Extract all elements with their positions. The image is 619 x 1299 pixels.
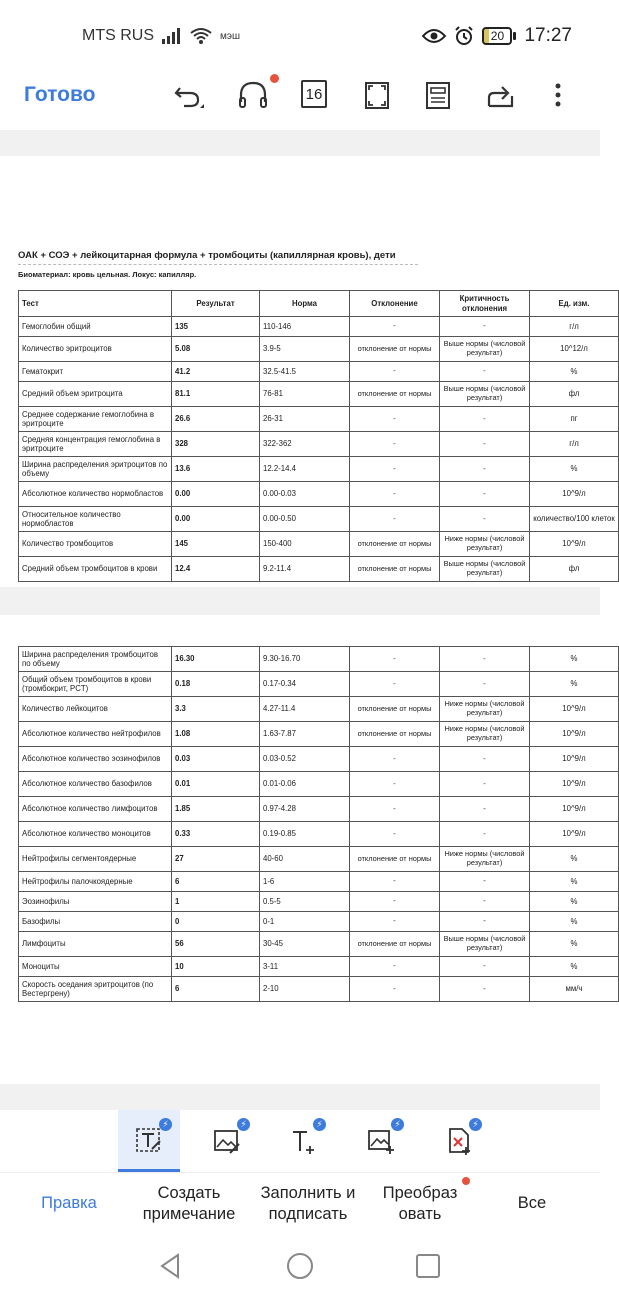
result-cell: 5.08 xyxy=(172,337,260,362)
deviation-cell: - xyxy=(350,822,440,847)
image-edit-icon xyxy=(212,1126,242,1156)
unit-cell: % xyxy=(530,912,619,932)
table-row xyxy=(19,722,619,747)
header-criticality: Критичность отклонения xyxy=(440,291,530,317)
deviation-cell: отклонение от нормы xyxy=(350,697,440,722)
tool-annotate[interactable] xyxy=(196,1110,258,1172)
norm-cell: 0.5-5 xyxy=(260,892,350,912)
table-row xyxy=(19,822,619,847)
result-cell: 135 xyxy=(172,317,260,337)
header-result: Результат xyxy=(172,291,260,317)
status-left xyxy=(82,27,240,45)
back-icon[interactable] xyxy=(154,1250,186,1282)
table-row xyxy=(19,912,619,932)
result-cell: 0.00 xyxy=(172,482,260,507)
deviation-cell: отклонение от нормы xyxy=(350,337,440,362)
test-cell: Базофилы xyxy=(19,912,172,932)
bottom-toolbar xyxy=(0,1110,600,1172)
norm-cell: 0.03-0.52 xyxy=(260,747,350,772)
criticality-cell: - xyxy=(440,317,530,337)
criticality-cell: - xyxy=(440,507,530,532)
unit-cell: % xyxy=(530,957,619,977)
header-unit: Ед. изм. xyxy=(530,291,619,317)
unit-cell: мм/ч xyxy=(530,977,619,1002)
status-bar xyxy=(0,0,600,74)
table-row xyxy=(19,797,619,822)
unit-cell: % xyxy=(530,362,619,382)
unit-cell: % xyxy=(530,647,619,672)
editor-toolbar xyxy=(0,74,600,130)
table-row xyxy=(19,957,619,977)
deviation-cell: - xyxy=(350,912,440,932)
norm-cell: 110-146 xyxy=(260,317,350,337)
norm-cell: 26-31 xyxy=(260,407,350,432)
premium-badge-icon: ⚡ xyxy=(469,1118,482,1131)
norm-cell: 2-10 xyxy=(260,977,350,1002)
unit-cell: 10^9/л xyxy=(530,532,619,557)
test-cell: Количество тромбоцитов xyxy=(19,532,172,557)
home-icon[interactable] xyxy=(284,1250,316,1282)
norm-cell: 76-81 xyxy=(260,382,350,407)
page-number-button[interactable]: 16 xyxy=(301,80,327,108)
premium-badge-icon: ⚡ xyxy=(159,1118,172,1131)
criticality-cell: Ниже нормы (числовой результат) xyxy=(440,697,530,722)
deviation-cell: - xyxy=(350,362,440,382)
result-cell: 41.2 xyxy=(172,362,260,382)
result-cell: 10 xyxy=(172,957,260,977)
wifi-icon xyxy=(190,27,212,45)
test-cell: Лимфоциты xyxy=(19,932,172,957)
recents-icon[interactable] xyxy=(412,1250,444,1282)
criticality-cell: - xyxy=(440,407,530,432)
result-cell: 12.4 xyxy=(172,557,260,582)
image-add-icon xyxy=(366,1126,396,1156)
headphones-icon[interactable] xyxy=(236,78,270,112)
criticality-cell: - xyxy=(440,892,530,912)
criticality-cell: - xyxy=(440,482,530,507)
test-cell: Количество эритроцитов xyxy=(19,337,172,362)
page-separator xyxy=(0,1084,600,1110)
table-row xyxy=(19,432,619,457)
report-subtitle: Биоматериал: кровь цельная. Локус: капилляр. xyxy=(18,270,197,279)
result-cell: 0.01 xyxy=(172,772,260,797)
result-cell: 81.1 xyxy=(172,382,260,407)
deviation-cell: - xyxy=(350,747,440,772)
table-row xyxy=(19,892,619,912)
pdf-add-icon xyxy=(444,1126,474,1156)
tab-fill-and-sign[interactable] xyxy=(250,1183,366,1226)
tab-create-note[interactable] xyxy=(130,1183,248,1226)
reader-mode-icon[interactable] xyxy=(421,78,455,112)
criticality-cell: - xyxy=(440,797,530,822)
share-icon[interactable] xyxy=(484,78,518,112)
table-row xyxy=(19,407,619,432)
result-cell: 26.6 xyxy=(172,407,260,432)
table-row xyxy=(19,457,619,482)
test-cell: Общий объем тромбоцитов в крови (тромбокрит, PCT) xyxy=(19,672,172,697)
document-viewer[interactable] xyxy=(0,130,615,1110)
tab-label-line: примечание xyxy=(142,1205,236,1224)
deviation-cell: - xyxy=(350,647,440,672)
deviation-cell: - xyxy=(350,957,440,977)
table-row xyxy=(19,747,619,772)
criticality-cell: - xyxy=(440,822,530,847)
notification-dot xyxy=(270,74,279,83)
norm-cell: 1.63-7.87 xyxy=(260,722,350,747)
edit-text-icon xyxy=(134,1125,164,1155)
test-cell: Абсолютное количество нормобластов xyxy=(19,482,172,507)
tab-label-line: овать xyxy=(398,1205,442,1224)
notification-dot xyxy=(462,1177,470,1185)
unit-cell: г/л xyxy=(530,317,619,337)
tab-label-line: Преобраз xyxy=(382,1184,458,1202)
deviation-cell: - xyxy=(350,482,440,507)
deviation-cell: - xyxy=(350,407,440,432)
result-cell: 16.30 xyxy=(172,647,260,672)
result-cell: 0.00 xyxy=(172,507,260,532)
test-cell: Нейтрофилы сегментоядерные xyxy=(19,847,172,872)
fullscreen-icon[interactable] xyxy=(360,78,394,112)
table-row xyxy=(19,482,619,507)
norm-cell: 0.17-0.34 xyxy=(260,672,350,697)
norm-cell: 322-362 xyxy=(260,432,350,457)
unit-cell: % xyxy=(530,872,619,892)
header-test: Тест xyxy=(19,291,172,317)
test-cell: Средний объем тромбоцитов в крови xyxy=(19,557,172,582)
unit-cell: % xyxy=(530,457,619,482)
unit-cell: % xyxy=(530,932,619,957)
tool-all[interactable] xyxy=(428,1110,490,1172)
norm-cell: 30-45 xyxy=(260,932,350,957)
battery-icon xyxy=(482,27,516,45)
norm-cell: 3-11 xyxy=(260,957,350,977)
text-add-icon xyxy=(288,1126,318,1156)
deviation-cell: - xyxy=(350,872,440,892)
result-cell: 6 xyxy=(172,872,260,892)
criticality-cell: - xyxy=(440,977,530,1002)
table-row xyxy=(19,532,619,557)
norm-cell: 0.00-0.03 xyxy=(260,482,350,507)
status-right xyxy=(422,25,572,47)
criticality-cell: Ниже нормы (числовой результат) xyxy=(440,847,530,872)
unit-cell: 10^9/л xyxy=(530,797,619,822)
tab-convert[interactable] xyxy=(372,1183,468,1226)
tool-convert[interactable] xyxy=(350,1110,412,1172)
deviation-cell: - xyxy=(350,432,440,457)
norm-cell: 0.97-4.28 xyxy=(260,797,350,822)
table-row xyxy=(19,647,619,672)
table-row xyxy=(19,337,619,362)
deviation-cell: отклонение от нормы xyxy=(350,382,440,407)
test-cell: Абсолютное количество лимфоцитов xyxy=(19,797,172,822)
norm-cell: 9.30-16.70 xyxy=(260,647,350,672)
bottom-tab-labels xyxy=(0,1172,600,1234)
table-row xyxy=(19,872,619,892)
result-cell: 0 xyxy=(172,912,260,932)
test-cell: Среднее содержание гемоглобина в эритроците xyxy=(19,407,172,432)
undo-icon[interactable] xyxy=(172,78,206,112)
norm-cell: 32.5-41.5 xyxy=(260,362,350,382)
system-navigation-bar xyxy=(0,1234,600,1299)
result-cell: 13.6 xyxy=(172,457,260,482)
tab-label-line: Создать xyxy=(157,1184,221,1202)
deviation-cell: - xyxy=(350,457,440,482)
criticality-cell: - xyxy=(440,747,530,772)
deviation-cell: - xyxy=(350,507,440,532)
header-deviation: Отклонение xyxy=(350,291,440,317)
criticality-cell: Ниже нормы (числовой результат) xyxy=(440,722,530,747)
tab-label-line: подписать xyxy=(268,1205,348,1224)
tab-label-line: Заполнить и xyxy=(260,1184,356,1202)
deviation-cell: отклонение от нормы xyxy=(350,532,440,557)
test-cell: Ширина распределения эритроцитов по объему xyxy=(19,457,172,482)
norm-cell: 3.9-5 xyxy=(260,337,350,362)
done-button[interactable]: Готово xyxy=(24,83,96,106)
test-cell: Скорость оседания эритроцитов (по Вестергрену) xyxy=(19,977,172,1002)
signal-icon xyxy=(162,28,182,44)
unit-cell: % xyxy=(530,847,619,872)
norm-cell: 40-60 xyxy=(260,847,350,872)
unit-cell: фл xyxy=(530,382,619,407)
result-cell: 0.33 xyxy=(172,822,260,847)
tool-edit[interactable] xyxy=(118,1110,180,1172)
norm-cell: 0.00-0.50 xyxy=(260,507,350,532)
result-cell: 0.03 xyxy=(172,747,260,772)
tool-fill-sign[interactable] xyxy=(272,1110,334,1172)
carrier-label: MTS RUS xyxy=(82,27,154,44)
result-cell: 0.18 xyxy=(172,672,260,697)
unit-cell: 10^12/л xyxy=(530,337,619,362)
criticality-cell: Ниже нормы (числовой результат) xyxy=(440,532,530,557)
tab-label-line: Все xyxy=(517,1194,547,1212)
test-cell: Гемоглобин общий xyxy=(19,317,172,337)
unit-cell: 10^9/л xyxy=(530,747,619,772)
norm-cell: 1-6 xyxy=(260,872,350,892)
deviation-cell: отклонение от нормы xyxy=(350,932,440,957)
norm-cell: 0.19-0.85 xyxy=(260,822,350,847)
unit-cell: пг xyxy=(530,407,619,432)
result-cell: 145 xyxy=(172,532,260,557)
table-row xyxy=(19,977,619,1002)
test-cell: Абсолютное количество базофилов xyxy=(19,772,172,797)
test-cell: Средняя концентрация гемоглобина в эритроците xyxy=(19,432,172,457)
deviation-cell: - xyxy=(350,772,440,797)
test-cell: Эозинофилы xyxy=(19,892,172,912)
table-row xyxy=(19,672,619,697)
unit-cell: % xyxy=(530,892,619,912)
deviation-cell: - xyxy=(350,892,440,912)
result-cell: 56 xyxy=(172,932,260,957)
deviation-cell: - xyxy=(350,797,440,822)
deviation-cell: - xyxy=(350,317,440,337)
premium-badge-icon: ⚡ xyxy=(237,1118,250,1131)
criticality-cell: - xyxy=(440,362,530,382)
result-cell: 1.85 xyxy=(172,797,260,822)
unit-cell: количество/100 клеток xyxy=(530,507,619,532)
criticality-cell: Выше нормы (числовой результат) xyxy=(440,932,530,957)
criticality-cell: - xyxy=(440,872,530,892)
results-table-page-2 xyxy=(18,646,619,1002)
result-cell: 1 xyxy=(172,892,260,912)
norm-cell: 9.2-11.4 xyxy=(260,557,350,582)
norm-cell: 150-400 xyxy=(260,532,350,557)
criticality-cell: - xyxy=(440,772,530,797)
test-cell: Количество лейкоцитов xyxy=(19,697,172,722)
tab-all[interactable] xyxy=(500,1193,564,1214)
test-cell: Средний объем эритроцита xyxy=(19,382,172,407)
criticality-cell: - xyxy=(440,457,530,482)
test-cell: Абсолютное количество моноцитов xyxy=(19,822,172,847)
criticality-cell: - xyxy=(440,672,530,697)
table-row xyxy=(19,382,619,407)
unit-cell: 10^9/л xyxy=(530,772,619,797)
criticality-cell: - xyxy=(440,432,530,457)
deviation-cell: отклонение от нормы xyxy=(350,847,440,872)
table-row xyxy=(19,772,619,797)
result-cell: 3.3 xyxy=(172,697,260,722)
header-norm: Норма xyxy=(260,291,350,317)
test-cell: Моноциты xyxy=(19,957,172,977)
table-row xyxy=(19,557,619,582)
test-cell: Ширина распределения тромбоцитов по объему xyxy=(19,647,172,672)
table-header-row xyxy=(19,291,619,317)
tab-label-line: Правка xyxy=(41,1194,97,1212)
page-separator xyxy=(0,587,600,615)
criticality-cell: - xyxy=(440,647,530,672)
norm-cell: 12.2-14.4 xyxy=(260,457,350,482)
norm-cell: 0-1 xyxy=(260,912,350,932)
result-cell: 1.08 xyxy=(172,722,260,747)
deviation-cell: - xyxy=(350,977,440,1002)
norm-cell: 4.27-11.4 xyxy=(260,697,350,722)
more-options-icon[interactable] xyxy=(548,78,568,112)
unit-cell: 10^9/л xyxy=(530,822,619,847)
criticality-cell: Выше нормы (числовой результат) xyxy=(440,337,530,362)
test-cell: Абсолютное количество нейтрофилов xyxy=(19,722,172,747)
norm-cell: 0.01-0.06 xyxy=(260,772,350,797)
table-row xyxy=(19,362,619,382)
battery-level: 20 xyxy=(482,27,512,45)
unit-cell: г/л xyxy=(530,432,619,457)
premium-badge-icon: ⚡ xyxy=(313,1118,326,1131)
alarm-icon xyxy=(454,26,474,46)
clock: 17:27 xyxy=(524,25,572,46)
table-row xyxy=(19,507,619,532)
table-row xyxy=(19,697,619,722)
result-cell: 27 xyxy=(172,847,260,872)
test-cell: Относительное количество нормобластов xyxy=(19,507,172,532)
criticality-cell: Выше нормы (числовой результат) xyxy=(440,382,530,407)
result-cell: 6 xyxy=(172,977,260,1002)
result-cell: 328 xyxy=(172,432,260,457)
test-cell: Нейтрофилы палочкоядерные xyxy=(19,872,172,892)
criticality-cell: - xyxy=(440,912,530,932)
unit-cell: 10^9/л xyxy=(530,482,619,507)
deviation-cell: отклонение от нормы xyxy=(350,557,440,582)
premium-badge-icon: ⚡ xyxy=(391,1118,404,1131)
table-row xyxy=(19,317,619,337)
unit-cell: фл xyxy=(530,557,619,582)
test-cell: Абсолютное количество эозинофилов xyxy=(19,747,172,772)
deviation-cell: отклонение от нормы xyxy=(350,722,440,747)
results-table-page-1 xyxy=(18,290,619,582)
eye-icon xyxy=(422,28,446,44)
small-status-label: мэш xyxy=(220,30,240,42)
deviation-cell: - xyxy=(350,672,440,697)
unit-cell: 10^9/л xyxy=(530,722,619,747)
unit-cell: % xyxy=(530,672,619,697)
table-row xyxy=(19,932,619,957)
report-title: ОАК + СОЭ + лейкоцитарная формула + тромбоциты (капиллярная кровь), дети xyxy=(18,250,418,265)
page-separator xyxy=(0,130,600,156)
tab-edit[interactable] xyxy=(30,1193,108,1214)
test-cell: Гематокрит xyxy=(19,362,172,382)
table-row xyxy=(19,847,619,872)
criticality-cell: - xyxy=(440,957,530,977)
unit-cell: 10^9/л xyxy=(530,697,619,722)
criticality-cell: Выше нормы (числовой результат) xyxy=(440,557,530,582)
